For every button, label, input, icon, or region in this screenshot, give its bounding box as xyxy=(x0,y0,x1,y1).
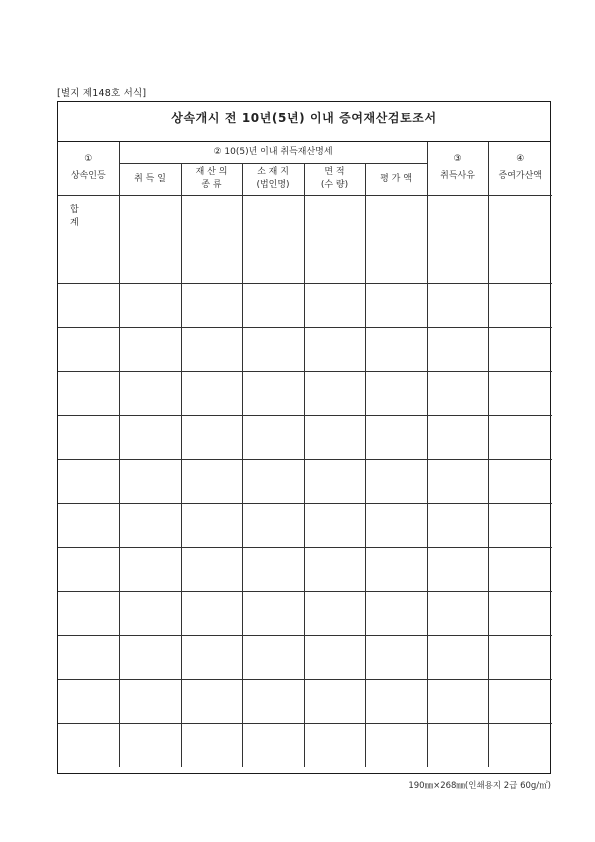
header-heir-number: ① xyxy=(84,154,93,165)
entry-cell[interactable] xyxy=(181,371,242,415)
header-gift-addition xyxy=(488,142,552,195)
header-acquisition-reason xyxy=(427,142,488,195)
entry-cell[interactable] xyxy=(119,239,181,283)
entry-cell[interactable] xyxy=(58,459,119,503)
table-row xyxy=(58,503,552,547)
entry-cell[interactable] xyxy=(181,415,242,459)
entry-cell[interactable] xyxy=(119,327,181,371)
entry-cell[interactable] xyxy=(304,327,365,371)
entry-cell[interactable] xyxy=(427,679,488,723)
table-row xyxy=(58,415,552,459)
entry-cell[interactable] xyxy=(119,415,181,459)
entry-cell[interactable] xyxy=(181,283,242,327)
total-cell[interactable] xyxy=(181,195,242,239)
entry-cell[interactable] xyxy=(488,239,552,283)
entry-cell[interactable] xyxy=(304,591,365,635)
entry-cell[interactable] xyxy=(427,283,488,327)
entry-cell[interactable] xyxy=(488,679,552,723)
entry-cell[interactable] xyxy=(365,503,427,547)
table-row xyxy=(58,239,552,283)
table-row xyxy=(58,371,552,415)
paper-spec-footnote: 190㎜×268㎜(인쇄용지 2급 60g/㎡) xyxy=(408,781,551,791)
entry-cell[interactable] xyxy=(365,547,427,591)
entry-cell[interactable] xyxy=(304,723,365,767)
entry-cell[interactable] xyxy=(488,459,552,503)
entry-cell[interactable] xyxy=(242,283,304,327)
total-label: 합 계 xyxy=(58,195,119,239)
entry-cell[interactable] xyxy=(58,591,119,635)
header-reason-number: ③ xyxy=(453,154,462,165)
entry-cell[interactable] xyxy=(242,547,304,591)
header-asset-type xyxy=(181,163,242,195)
entry-cell[interactable] xyxy=(427,547,488,591)
entry-cell[interactable] xyxy=(304,679,365,723)
entry-cell[interactable] xyxy=(181,679,242,723)
entry-cell[interactable] xyxy=(488,415,552,459)
review-form xyxy=(57,101,551,774)
entry-cell[interactable] xyxy=(58,371,119,415)
table-row xyxy=(58,591,552,635)
table-row xyxy=(58,459,552,503)
title-band xyxy=(58,102,550,142)
header-area xyxy=(304,163,365,195)
header-asset-type-line2: 종 류 xyxy=(201,180,222,190)
entry-cell[interactable] xyxy=(119,283,181,327)
entry-cell[interactable] xyxy=(365,415,427,459)
entry-cell[interactable] xyxy=(488,327,552,371)
entry-cell[interactable] xyxy=(58,239,119,283)
entry-cell[interactable] xyxy=(242,239,304,283)
entry-cell[interactable] xyxy=(488,591,552,635)
header-acquisition-date: 취 득 일 xyxy=(119,163,181,195)
entry-cell[interactable] xyxy=(427,591,488,635)
entry-cell[interactable] xyxy=(242,635,304,679)
entry-cell[interactable] xyxy=(365,723,427,767)
entry-cell[interactable] xyxy=(488,547,552,591)
entry-cell[interactable] xyxy=(119,459,181,503)
entry-cell[interactable] xyxy=(365,459,427,503)
entry-cell[interactable] xyxy=(488,283,552,327)
entry-cell[interactable] xyxy=(304,547,365,591)
header-acquired-assets-group: ② 10(5)년 이내 취득재산명세 xyxy=(119,142,427,163)
entry-cell[interactable] xyxy=(365,635,427,679)
entry-cell[interactable] xyxy=(242,679,304,723)
blank-rows xyxy=(58,239,552,767)
entry-cell[interactable] xyxy=(427,635,488,679)
entry-cell[interactable] xyxy=(427,371,488,415)
header-reason-label: 취득사유 xyxy=(440,171,475,182)
entry-cell[interactable] xyxy=(119,503,181,547)
entry-cell[interactable] xyxy=(488,635,552,679)
entry-cell[interactable] xyxy=(242,415,304,459)
total-cell[interactable] xyxy=(427,195,488,239)
entry-cell[interactable] xyxy=(181,503,242,547)
entry-cell[interactable] xyxy=(119,591,181,635)
entry-cell[interactable] xyxy=(58,327,119,371)
table-row xyxy=(58,283,552,327)
table-row xyxy=(58,547,552,591)
entry-cell[interactable] xyxy=(181,547,242,591)
total-cell[interactable] xyxy=(242,195,304,239)
entry-cell[interactable] xyxy=(181,327,242,371)
table-row xyxy=(58,723,552,767)
table-row xyxy=(58,679,552,723)
entry-cell[interactable] xyxy=(242,723,304,767)
entry-cell[interactable] xyxy=(427,239,488,283)
entry-cell[interactable] xyxy=(427,503,488,547)
entry-cell[interactable] xyxy=(304,371,365,415)
entry-cell[interactable] xyxy=(427,459,488,503)
entry-cell[interactable] xyxy=(242,327,304,371)
header-location-line1: 소 재 지 xyxy=(257,167,289,177)
total-cell[interactable] xyxy=(488,195,552,239)
entry-cell[interactable] xyxy=(365,283,427,327)
gift-asset-table xyxy=(58,142,552,767)
entry-cell[interactable] xyxy=(58,679,119,723)
entry-cell[interactable] xyxy=(119,679,181,723)
entry-cell[interactable] xyxy=(58,415,119,459)
entry-cell[interactable] xyxy=(304,283,365,327)
header-heir xyxy=(58,142,119,195)
header-location xyxy=(242,163,304,195)
header-addition-number: ④ xyxy=(516,154,525,165)
entry-cell[interactable] xyxy=(365,371,427,415)
entry-cell[interactable] xyxy=(119,371,181,415)
entry-cell[interactable] xyxy=(242,503,304,547)
entry-cell[interactable] xyxy=(58,723,119,767)
entry-cell[interactable] xyxy=(365,591,427,635)
entry-cell[interactable] xyxy=(58,635,119,679)
entry-cell[interactable] xyxy=(488,503,552,547)
header-heir-label: 상속인등 xyxy=(70,171,106,182)
entry-cell[interactable] xyxy=(181,591,242,635)
form-number-label: [별지 제148호 서식] xyxy=(57,88,147,99)
header-valuation: 평 가 액 xyxy=(365,163,427,195)
header-area-line2: (수 량) xyxy=(320,180,349,190)
entry-cell[interactable] xyxy=(181,723,242,767)
table-row xyxy=(58,327,552,371)
entry-cell[interactable] xyxy=(181,459,242,503)
entry-cell[interactable] xyxy=(365,239,427,283)
entry-cell[interactable] xyxy=(119,547,181,591)
entry-cell[interactable] xyxy=(242,371,304,415)
entry-cell[interactable] xyxy=(304,459,365,503)
table-row xyxy=(58,635,552,679)
entry-cell[interactable] xyxy=(119,723,181,767)
entry-cell[interactable] xyxy=(304,239,365,283)
total-cell[interactable] xyxy=(119,195,181,239)
entry-cell[interactable] xyxy=(119,635,181,679)
entry-cell[interactable] xyxy=(427,415,488,459)
entry-cell[interactable] xyxy=(427,723,488,767)
entry-cell[interactable] xyxy=(365,327,427,371)
entry-cell[interactable] xyxy=(304,503,365,547)
entry-cell[interactable] xyxy=(181,239,242,283)
total-row xyxy=(58,195,552,239)
header-asset-type-line1: 재 산 의 xyxy=(195,167,228,177)
entry-cell[interactable] xyxy=(365,679,427,723)
entry-cell[interactable] xyxy=(242,459,304,503)
entry-cell[interactable] xyxy=(58,503,119,547)
total-cell[interactable] xyxy=(304,195,365,239)
header-location-line2: (법인명) xyxy=(256,180,290,190)
header-area-line1: 면 적 xyxy=(324,167,345,177)
entry-cell[interactable] xyxy=(488,723,552,767)
entry-cell[interactable] xyxy=(181,635,242,679)
entry-cell[interactable] xyxy=(488,371,552,415)
header-addition-label: 증여가산액 xyxy=(498,171,543,182)
total-cell[interactable] xyxy=(365,195,427,239)
entry-cell[interactable] xyxy=(304,635,365,679)
entry-cell[interactable] xyxy=(242,591,304,635)
form-title: 상속개시 전 10년(5년) 이내 증여재산검토조서 xyxy=(171,111,437,125)
entry-cell[interactable] xyxy=(427,327,488,371)
entry-cell[interactable] xyxy=(304,415,365,459)
entry-cell[interactable] xyxy=(58,547,119,591)
entry-cell[interactable] xyxy=(58,283,119,327)
